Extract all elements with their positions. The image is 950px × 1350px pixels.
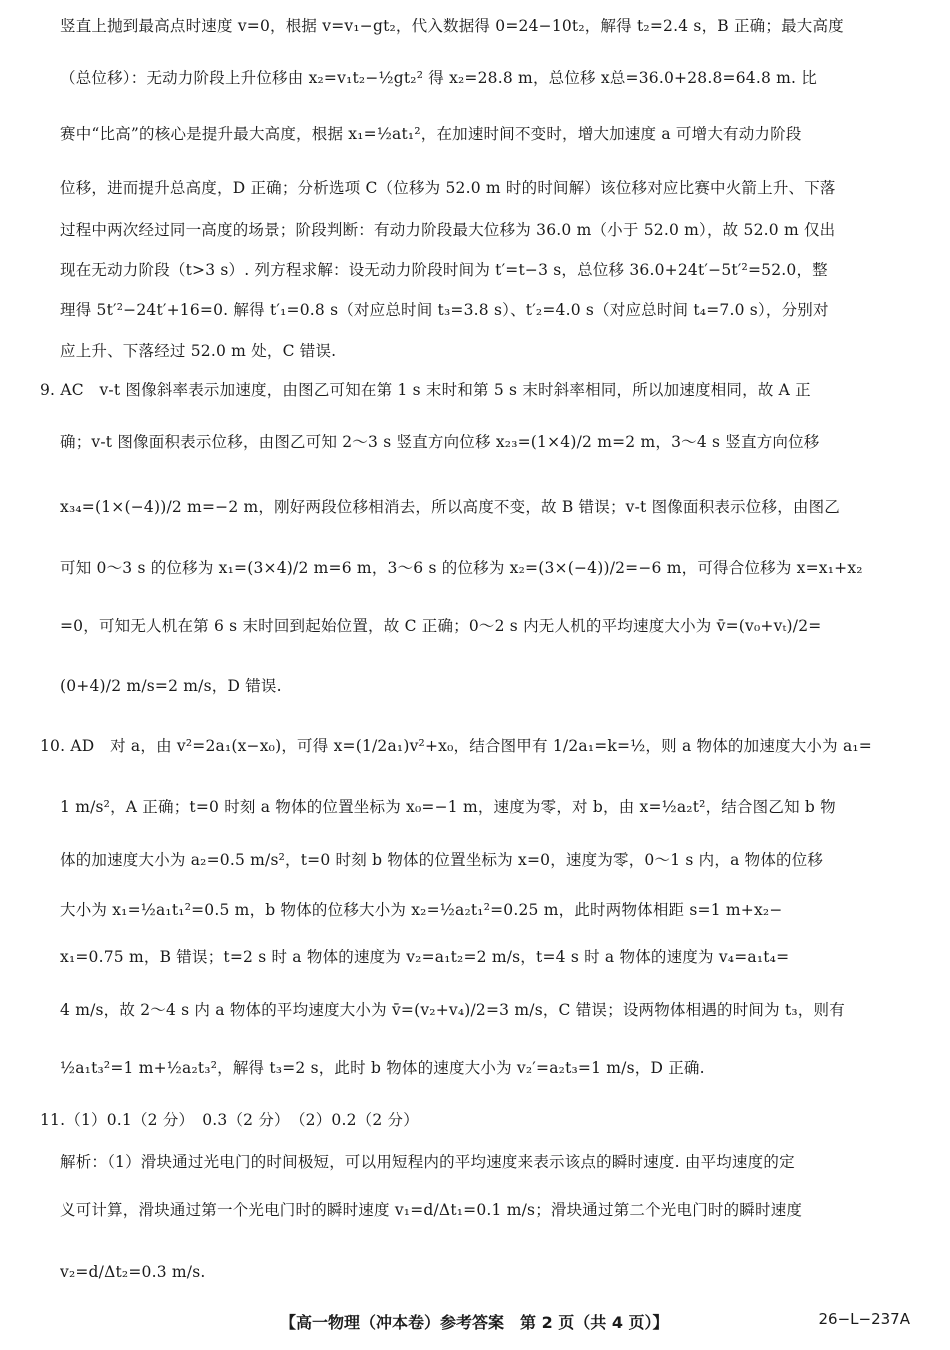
- text-line: v₂=d/Δt₂=0.3 m/s.: [60, 1263, 206, 1281]
- text-line: 理得 5t′²−24t′+16=0. 解得 t′₁=0.8 s（对应总时间 t₃=3.8 s）、t′₂=4.0 s（对应总时间 t₄=7.0 s），分别对: [60, 301, 829, 319]
- text-line: x₁=0.75 m，B 错误；t=2 s 时 a 物体的速度为 v₂=a₁t₂=2 m/s，t=4 s 时 a 物体的速度为 v₄=a₁t₄=: [60, 948, 790, 966]
- text-line: 赛中“比高”的核心是提升最大高度，根据 x₁=½at₁²，在加速时间不变时，增大加速度 a 可增大有动力阶段: [60, 125, 802, 143]
- text-line: 位移，进而提升总高度，D 正确；分析选项 C（位移为 52.0 m 时的时间解）该位移对应比赛中火箭上升、下落: [60, 179, 836, 197]
- text-line: （总位移）：无动力阶段上升位移由 x₂=v₁t₂−½gt₂² 得 x₂=28.8 m，总位移 x总=36.0+28.8=64.8 m. 比: [60, 69, 817, 87]
- text-line: 义可计算，滑块通过第一个光电门时的瞬时速度 v₁=d/Δt₁=0.1 m/s；滑块通过第二个光电门时的瞬时速度: [60, 1201, 803, 1219]
- footer-code: 26−L−237A: [818, 1310, 910, 1328]
- text-line: 过程中两次经过同一高度的场景；阶段判断：有动力阶段最大位移为 36.0 m（小于 52.0 m），故 52.0 m 仅出: [60, 221, 836, 239]
- text-line: =0，可知无人机在第 6 s 末时回到起始位置，故 C 正确；0～2 s 内无人机的平均速度大小为 v̄=(v₀+vₜ)/2=: [60, 617, 822, 635]
- text-line: 应上升、下落经过 52.0 m 处，C 错误.: [60, 342, 337, 360]
- text-line: 竖直上抛到最高点时速度 v=0，根据 v=v₁−gt₂，代入数据得 0=24−10t₂，解得 t₂=2.4 s，B 正确；最大高度: [60, 17, 844, 35]
- text-line: 大小为 x₁=½a₁t₁²=0.5 m，b 物体的位移大小为 x₂=½a₂t₁²=0.25 m，此时两物体相距 s=1 m+x₂−: [60, 901, 783, 919]
- answer-9: 9. AC v-t 图像斜率表示加速度，由图乙可知在第 1 s 末时和第 5 s 末时斜率相同，所以加速度相同，故 A 正: [40, 381, 811, 399]
- page-footer: [0, 1310, 950, 1340]
- text-line: 体的加速度大小为 a₂=0.5 m/s²，t=0 时刻 b 物体的位置坐标为 x=0，速度为零，0～1 s 内，a 物体的位移: [60, 851, 824, 869]
- text-line: 现在无动力阶段（t>3 s）. 列方程求解：设无动力阶段时间为 t′=t−3 s，总位移 36.0+24t′−5t′²=52.0，整: [60, 261, 828, 279]
- text-line: (0+4)/2 m/s=2 m/s，D 错误.: [60, 677, 282, 695]
- text-line: 解析：（1）滑块通过光电门的时间极短，可以用短程内的平均速度来表示该点的瞬时速度. 由平均速度的定: [60, 1153, 795, 1171]
- answer-11: 11.（1）0.1（2 分） 0.3（2 分） （2）0.2（2 分）: [40, 1111, 419, 1129]
- footer-title: 【高一物理（冲本卷）参考答案 第 2 页（共 4 页）】: [280, 1313, 669, 1332]
- text-line: x₃₄=(1×(−4))/2 m=−2 m，刚好两段位移相消去，所以高度不变，故 B 错误；v-t 图像面积表示位移，由图乙: [60, 498, 841, 516]
- text-line: 4 m/s，故 2～4 s 内 a 物体的平均速度大小为 v̄=(v₂+v₄)/2=3 m/s，C 错误；设两物体相遇的时间为 t₃，则有: [60, 1001, 845, 1019]
- answer-10: 10. AD 对 a，由 v²=2a₁(x−x₀)，可得 x=(1/2a₁)v²+x₀，结合图甲有 1/2a₁=k=½，则 a 物体的加速度大小为 a₁=: [40, 737, 872, 755]
- text-line: 确；v-t 图像面积表示位移，由图乙可知 2～3 s 竖直方向位移 x₂₃=(1×4)/2 m=2 m，3～4 s 竖直方向位移: [60, 433, 820, 451]
- text-line: 可知 0～3 s 的位移为 x₁=(3×4)/2 m=6 m，3～6 s 的位移为 x₂=(3×(−4))/2=−6 m，可得合位移为 x=x₁+x₂: [60, 559, 863, 577]
- text-line: ½a₁t₃²=1 m+½a₂t₃²，解得 t₃=2 s，此时 b 物体的速度大小为 v₂′=a₂t₃=1 m/s，D 正确.: [60, 1059, 705, 1077]
- text-line: 1 m/s²，A 正确；t=0 时刻 a 物体的位置坐标为 x₀=−1 m，速度为零，对 b，由 x=½a₂t²，结合图乙知 b 物: [60, 798, 836, 816]
